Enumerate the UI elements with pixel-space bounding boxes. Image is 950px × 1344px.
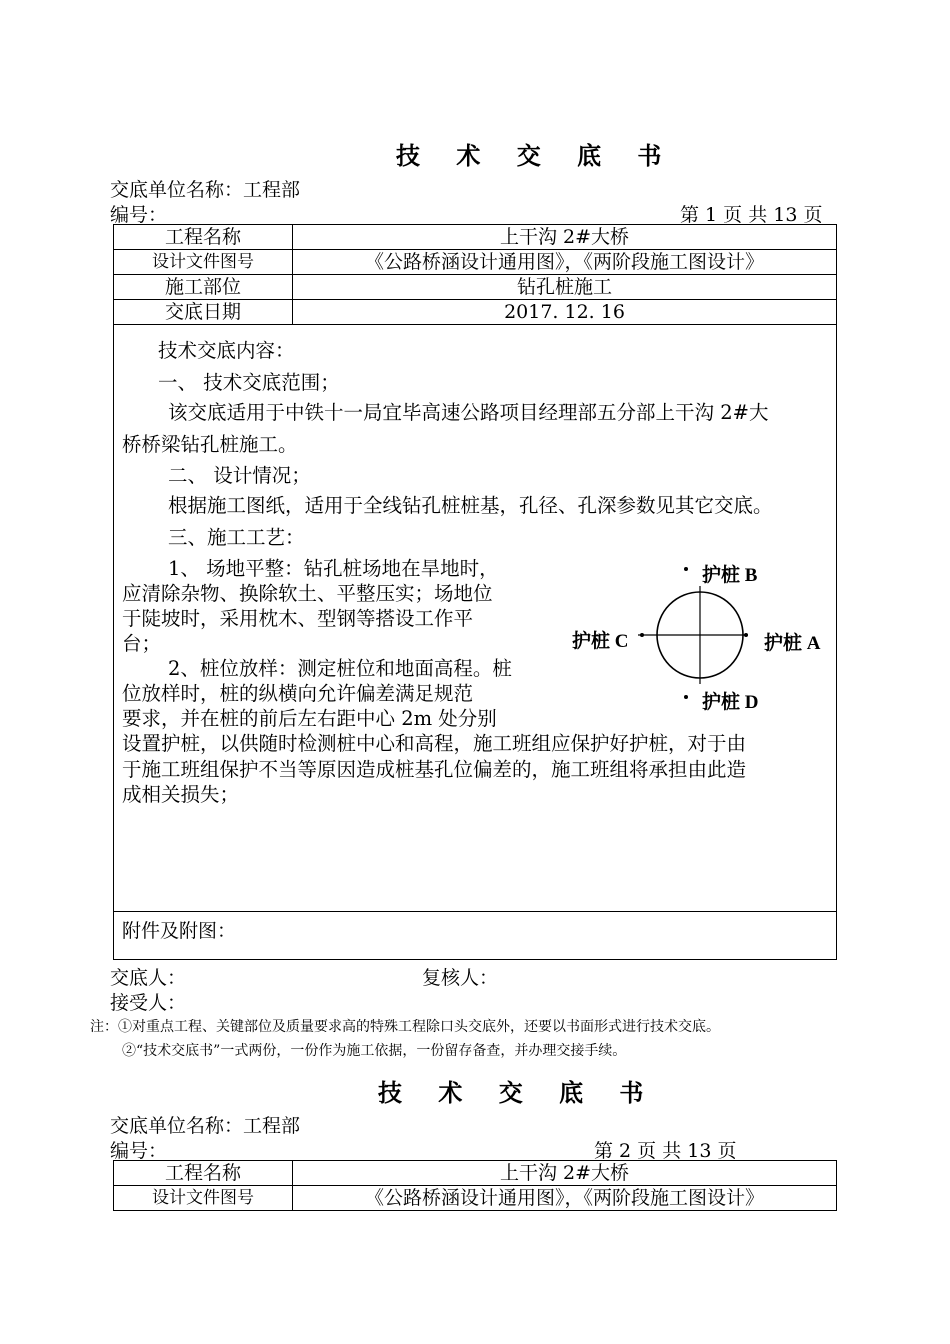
section-2-line-1: 根据施工图纸，适用于全线钻孔桩桩基，孔径、孔深参数见其它交底。	[168, 494, 773, 517]
design-doc-label: 设计文件图号	[114, 250, 293, 275]
project-name-value: 上干沟 2#大桥	[293, 225, 837, 250]
marker-c-label: 护桩 C	[572, 631, 629, 652]
construction-part-label: 施工部位	[114, 275, 293, 300]
signer-fuhe: 复核人：	[422, 967, 499, 989]
page-2-project-name-value: 上干沟 2#大桥	[293, 1161, 837, 1186]
page-2-page-info: 第 2 页 共 13 页	[594, 1140, 737, 1162]
section-3-title: 三、施工工艺：	[168, 526, 305, 549]
section-1-line-1: 该交底适用于中铁十一局宜毕高速公路项目经理部五分部上干沟 2#大	[168, 401, 769, 424]
unit-name: 交底单位名称：工程部	[110, 179, 301, 201]
marker-a-dot	[744, 633, 748, 637]
page-2-title: 技 术 交 底 书	[378, 1078, 658, 1107]
p1-line-3: 于陡坡时，采用枕木、型钢等搭设工作平	[122, 607, 474, 630]
marker-b-label: 护桩 B	[702, 565, 758, 586]
page-title: 技 术 交 底 书	[396, 141, 676, 170]
marker-b-dot	[684, 567, 688, 571]
project-name-label: 工程名称	[114, 225, 293, 250]
marker-d-dot	[684, 695, 688, 699]
section-1-line-2: 桥桥梁钻孔桩施工。	[122, 433, 298, 456]
table-row	[114, 1161, 837, 1186]
page-2-info-table	[113, 1160, 837, 1211]
content-heading: 技术交底内容：	[158, 339, 295, 362]
p2-full-line-1: 设置护桩，以供随时检测桩中心和高程，施工班组应保护好护桩，对于由	[122, 732, 747, 755]
p1-line-1: 1、 场地平整：钻孔桩场地在旱地时，	[168, 557, 499, 580]
info-table	[113, 224, 837, 325]
marker-a-label: 护桩 A	[764, 633, 821, 654]
signer-jieshou: 接受人：	[110, 992, 187, 1014]
page-info: 第 1 页 共 13 页	[680, 204, 823, 226]
page-2-unit-name: 交底单位名称：工程部	[110, 1115, 301, 1137]
page-2-design-doc-label: 设计文件图号	[114, 1186, 293, 1211]
table-row	[114, 250, 837, 275]
date-label: 交底日期	[114, 300, 293, 325]
construction-part-value: 钻孔桩施工	[293, 275, 837, 300]
page-2-number-label: 编号：	[110, 1140, 168, 1162]
p1-line-2: 应清除杂物、换除软土、平整压实；场地位	[122, 582, 493, 605]
p1-line-4: 台；	[122, 632, 162, 655]
note-1: 注：①对重点工程、关键部位及质量要求高的特殊工程除口头交底外，还要以书面形式进行技术交底。	[90, 1019, 720, 1035]
note-2: ②“技术交底书”一式两份，一份作为施工依据，一份留存备查，并办理交接手续。	[122, 1043, 627, 1059]
number-label: 编号：	[110, 204, 168, 226]
table-row	[114, 225, 837, 250]
table-row	[114, 300, 837, 325]
table-row	[114, 1186, 837, 1211]
p2-full-line-3: 成相关损失；	[122, 783, 240, 806]
attachment-label: 附件及附图：	[122, 920, 237, 942]
p2-line-2: 位放样时，桩的纵横向允许偏差满足规范	[122, 682, 474, 705]
page-2-project-name-label: 工程名称	[114, 1161, 293, 1186]
p2-full-line-2: 于施工班组保护不当等原因造成桩基孔位偏差的，施工班组将承担由此造	[122, 758, 747, 781]
design-doc-value: 《公路桥涵设计通用图》，《两阶段施工图设计》	[293, 250, 837, 275]
signer-jiaodi: 交底人：	[110, 967, 187, 989]
table-row	[114, 275, 837, 300]
section-2-title: 二、 设计情况；	[168, 464, 311, 487]
page-2-design-doc-value: 《公路桥涵设计通用图》，《两阶段施工图设计》	[293, 1186, 837, 1211]
date-value: 2017. 12. 16	[293, 300, 837, 325]
marker-c-dot	[640, 633, 644, 637]
section-1-title: 一、 技术交底范围；	[158, 371, 340, 394]
p2-line-1: 2、桩位放样：测定桩位和地面高程。桩	[168, 657, 512, 680]
p2-line-3: 要求，并在桩的前后左右距中心 2m 处分别	[122, 707, 497, 730]
marker-d-label: 护桩 D	[702, 692, 759, 713]
